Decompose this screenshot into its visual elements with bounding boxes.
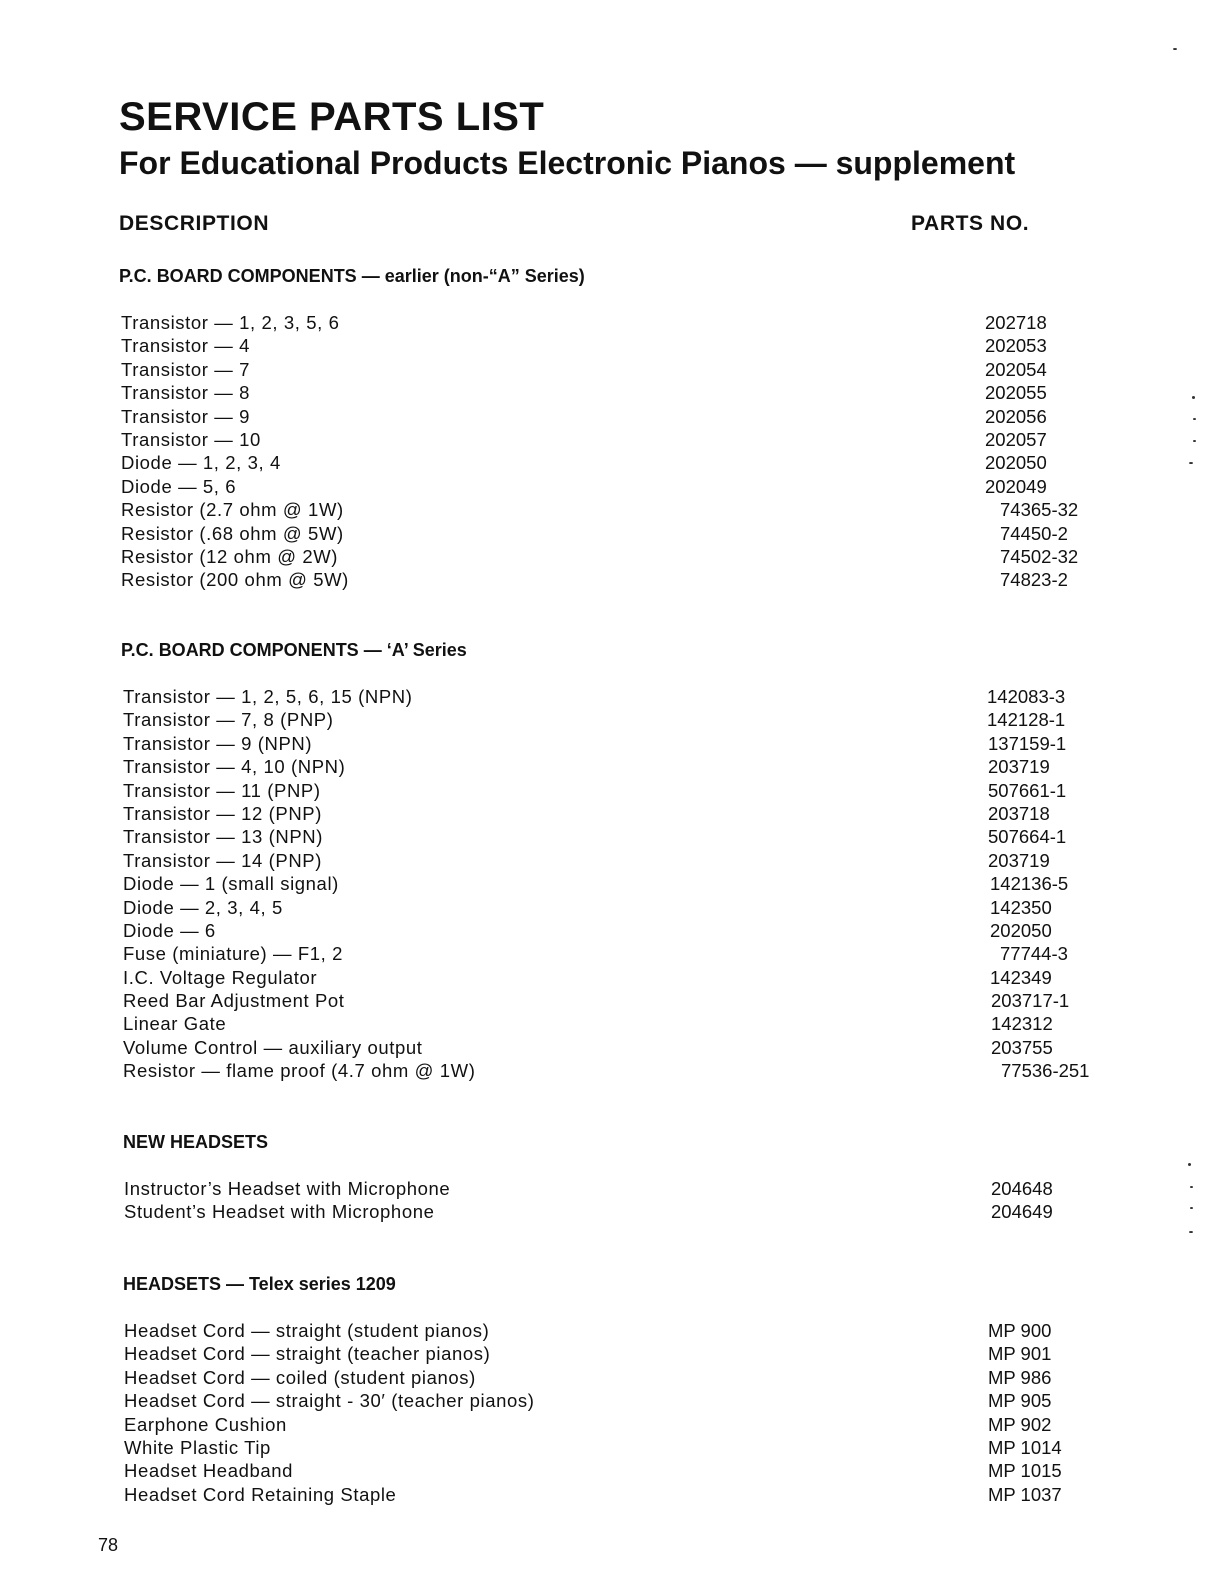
list-item [0,358,1224,381]
list-item [0,1177,1224,1200]
item-description: Headset Cord — straight - 30′ (teacher pianos) [124,1390,535,1412]
item-description: White Plastic Tip [124,1436,271,1458]
item-part-number: 137159-1 [988,732,1067,754]
list-item [0,475,1224,498]
list-item [0,1319,1224,1342]
item-description: Transistor — 1, 2, 5, 6, 15 (NPN) [123,686,413,707]
list-item [0,849,1224,872]
parts-list [0,1177,1224,1224]
list-item [0,802,1224,825]
item-part-number: MP 901 [988,1343,1052,1365]
item-description: Resistor (.68 ohm @ 5W) [121,522,344,544]
list-item [0,919,1224,942]
list-item [0,1342,1224,1365]
item-part-number: 202050 [985,452,1047,474]
section-title: NEW HEADSETS [123,1132,269,1152]
scan-speck [1193,418,1196,420]
item-description: Transistor — 10 [121,428,261,450]
parts-no-column-header: PARTS NO. [911,212,1030,235]
item-part-number: 203719 [988,849,1050,871]
list-item [0,1436,1224,1459]
item-description: Transistor — 7, 8 (PNP) [123,709,334,731]
item-description: Student’s Headset with Microphone [124,1201,435,1223]
item-description: Transistor — 12 (PNP) [123,802,323,824]
item-description: Resistor (200 ohm @ 5W) [121,569,349,591]
list-item [0,1366,1224,1389]
item-part-number: 202054 [985,358,1047,380]
scan-speck [1193,440,1196,442]
item-part-number: 142128-1 [987,709,1066,731]
item-description: Headset Cord Retaining Staple [124,1483,397,1505]
list-item [0,708,1224,731]
scan-speck [1188,1163,1191,1166]
list-item [0,451,1224,474]
item-description: Diode — 1, 2, 3, 4 [121,452,281,474]
item-part-number: MP 986 [988,1366,1052,1388]
section-title: P.C. BOARD COMPONENTS — earlier (non-“A” Series) [119,266,585,286]
list-item [0,732,1224,755]
scan-speck [1190,1207,1193,1209]
item-description: Diode — 5, 6 [121,475,237,497]
list-item [0,685,1224,708]
item-part-number: 142136-5 [990,873,1069,895]
item-part-number: 204649 [991,1201,1053,1223]
item-part-number: 77744-3 [1000,943,1068,965]
item-part-number: 202718 [985,312,1047,333]
item-description: Volume Control — auxiliary output [123,1036,423,1058]
item-description: Transistor — 8 [121,382,251,404]
item-part-number: 74365-32 [1000,499,1079,521]
item-description: Diode — 1 (small signal) [123,873,339,895]
list-item [0,779,1224,802]
item-description: Headset Headband [124,1460,294,1482]
item-part-number: 203719 [988,756,1050,778]
item-description: Instructor’s Headset with Microphone [124,1178,451,1199]
list-item [0,498,1224,521]
item-part-number: 74502-32 [1000,545,1079,567]
item-part-number: 203755 [991,1036,1053,1058]
list-item [0,1012,1224,1035]
scan-speck [1189,1231,1193,1233]
list-item [0,989,1224,1012]
item-part-number: MP 1037 [988,1483,1062,1505]
item-description: Diode — 6 [123,919,216,941]
item-description: Transistor — 1, 2, 3, 5, 6 [121,312,340,333]
list-item [0,896,1224,919]
item-part-number: 202055 [985,382,1047,404]
item-part-number: 142083-3 [987,686,1066,707]
list-item [0,755,1224,778]
list-item [0,942,1224,965]
scan-speck [1192,396,1195,399]
item-description: Headset Cord — coiled (student pianos) [124,1366,476,1388]
list-item [0,872,1224,895]
item-part-number: 202049 [985,475,1047,497]
list-item [0,1389,1224,1412]
item-part-number: 507664-1 [988,826,1067,848]
item-part-number: MP 905 [988,1390,1052,1412]
description-column-header: DESCRIPTION [119,212,270,235]
item-part-number: 202053 [985,335,1047,357]
item-part-number: MP 1014 [988,1436,1062,1458]
list-item [0,428,1224,451]
list-item [0,334,1224,357]
list-item [0,545,1224,568]
item-part-number: MP 902 [988,1413,1052,1435]
item-part-number: 202057 [985,428,1047,450]
list-item [0,311,1224,334]
item-part-number: MP 1015 [988,1460,1062,1482]
item-part-number: 74823-2 [1000,569,1068,591]
item-part-number: 77536-251 [1001,1060,1090,1082]
item-part-number: 204648 [991,1178,1053,1199]
list-item [0,1059,1224,1082]
list-item [0,522,1224,545]
item-description: Transistor — 4 [121,335,251,357]
page-title: SERVICE PARTS LIST [119,95,545,139]
item-description: Transistor — 13 (NPN) [123,826,324,848]
item-description: Headset Cord — straight (teacher pianos) [124,1343,491,1365]
parts-list [0,311,1224,592]
item-description: Transistor — 7 [121,358,251,380]
list-item [0,1200,1224,1223]
item-part-number: 203717-1 [991,990,1070,1012]
parts-list [0,1319,1224,1506]
item-part-number: 507661-1 [988,779,1067,801]
item-description: Resistor — flame proof (4.7 ohm @ 1W) [123,1060,476,1082]
list-item [0,381,1224,404]
item-description: Transistor — 4, 10 (NPN) [123,756,346,778]
item-description: Fuse (miniature) — F1, 2 [123,943,344,965]
item-description: Reed Bar Adjustment Pot [123,990,345,1012]
scan-speck [1190,1186,1193,1188]
item-part-number: MP 900 [988,1320,1052,1341]
page-subtitle: For Educational Products Electronic Pianos — supplement [119,145,1016,181]
item-description: Linear Gate [123,1013,227,1035]
section-title: HEADSETS — Telex series 1209 [123,1274,396,1294]
item-description: Earphone Cushion [124,1413,287,1435]
list-item [0,405,1224,428]
item-description: Transistor — 9 [121,405,251,427]
page-number: 78 [98,1535,119,1555]
item-description: Transistor — 14 (PNP) [123,849,323,871]
item-description: Diode — 2, 3, 4, 5 [123,896,283,918]
scan-speck [1173,48,1177,50]
list-item [0,1459,1224,1482]
item-part-number: 142349 [990,966,1052,988]
item-part-number: 142312 [991,1013,1053,1035]
item-part-number: 202056 [985,405,1047,427]
item-description: I.C. Voltage Regulator [123,966,318,988]
section-title: P.C. BOARD COMPONENTS — ‘A’ Series [121,640,467,660]
list-item [0,1483,1224,1506]
list-item [0,568,1224,591]
item-part-number: 203718 [988,802,1050,824]
item-description: Transistor — 11 (PNP) [123,779,321,801]
item-part-number: 202050 [990,919,1052,941]
item-part-number: 142350 [990,896,1052,918]
list-item [0,966,1224,989]
scan-speck [1189,462,1193,464]
item-description: Headset Cord — straight (student pianos) [124,1320,490,1341]
item-description: Transistor — 9 (NPN) [123,732,313,754]
list-item [0,1413,1224,1436]
item-description: Resistor (12 ohm @ 2W) [121,545,339,567]
list-item [0,825,1224,848]
list-item [0,1036,1224,1059]
item-description: Resistor (2.7 ohm @ 1W) [121,499,344,521]
parts-list [0,685,1224,1083]
item-part-number: 74450-2 [1000,522,1068,544]
